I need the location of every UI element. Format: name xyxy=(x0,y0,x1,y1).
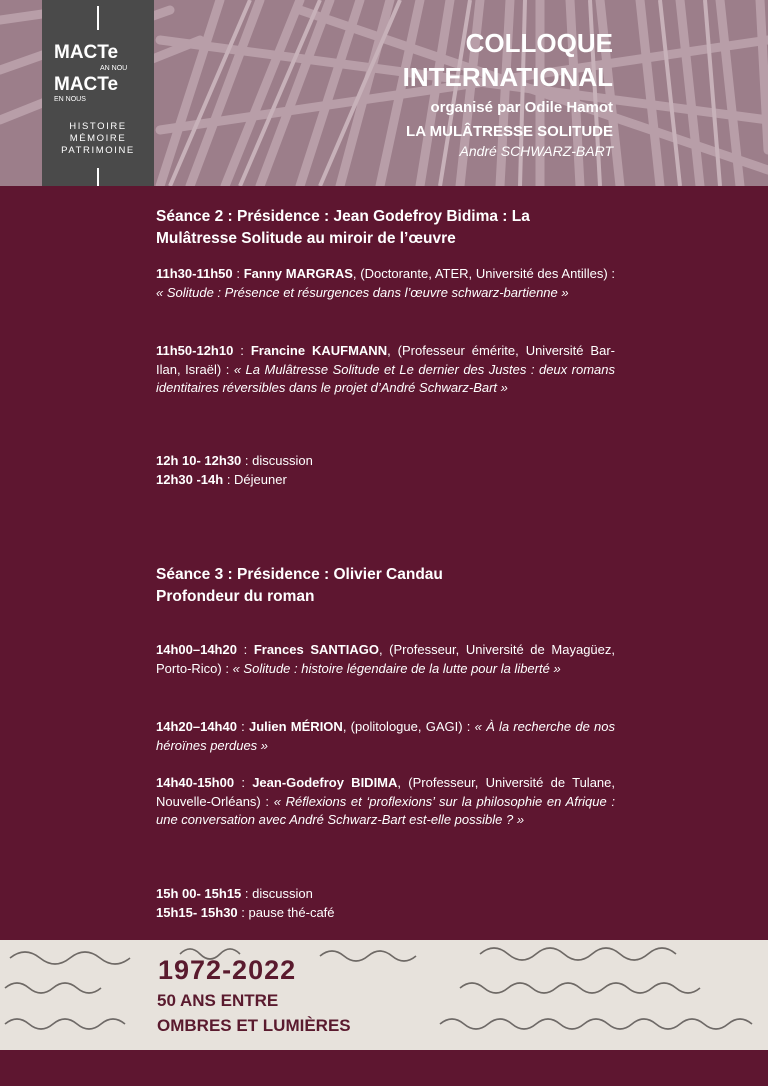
talk-time: 14h20–14h40 xyxy=(156,719,237,734)
logo-line-1: MACTe xyxy=(54,42,119,63)
talk-affiliation: , (Professeur, Université de Mayagüez, Porto-Rico) : xyxy=(156,642,615,676)
talk-title: « Solitude : histoire légendaire de la lutte pour la liberté » xyxy=(232,660,561,676)
break-time: 12h30 -14h xyxy=(156,472,224,487)
talk-merion: 14h20–14h40 : Julien MÉRION, (politologue, GAGI) : « À la recherche de nos héroïnes perdues » xyxy=(156,719,615,753)
break-tea xyxy=(156,904,615,923)
logo-tick-bottom xyxy=(97,168,99,186)
talk-speaker: Julien MÉRION xyxy=(249,719,343,734)
session-2-title: Séance 2 : Présidence : Jean Godefroy Bidima : La Mulâtresse Solitude au miroir de l’œuvre xyxy=(156,208,530,247)
talk-kaufmann: 11h50-12h10 : Francine KAUFMANN, (Professeur émérite, Université Bar-Ilan, Israël) : « La Mulâtresse Solitude et Le dernier des Justes : deux romans identitaires réversibles dans le projet d’André Schwarz-Bart » xyxy=(156,343,615,395)
header-author: André SCHWARZ-BART xyxy=(459,143,613,159)
footer-line-1: 50 ANS ENTRE xyxy=(157,991,279,1010)
talk-time: 11h50-12h10 xyxy=(156,343,234,358)
talk-speaker: Jean-Godefroy BIDIMA xyxy=(252,775,398,790)
talk-title: « À la recherche de nos héroïnes perdues » xyxy=(156,719,615,753)
break-discussion-1 xyxy=(156,452,615,471)
header-title-line-2: INTERNATIONAL xyxy=(402,62,613,92)
talk-affiliation: , (Professeur émérite, Université Bar-Ilan, Israël) : xyxy=(156,343,615,377)
talk-bidima: 14h40-15h00 : Jean-Godefroy BIDIMA, (Professeur, Université de Tulane, Nouvelle-Orléans) : « Réflexions et ‘proflexions’ sur la philosophie en Afrique : une conversation avec André Schwarz-Bart est-elle possible ? » xyxy=(156,775,616,827)
logo-tagline-1: HISTOIRE xyxy=(69,121,127,132)
talk-time: 14h40-15h00 xyxy=(156,775,235,790)
break-label: : discussion xyxy=(241,453,313,468)
logo-line-3: MACTe xyxy=(54,74,119,95)
talk-santiago: 14h00–14h20 : Frances SANTIAGO, (Professeur, Université de Mayagüez, Porto-Rico) : « Solitude : histoire légendaire de la lutte pour la liberté » xyxy=(156,642,615,676)
talk-affiliation: , (Doctorante, ATER, Université des Antilles) : xyxy=(352,266,615,281)
talk-title: « Solitude : Présence et résurgences dans l’œuvre schwarz-bartienne » xyxy=(156,284,569,300)
break-lunch xyxy=(156,471,615,490)
handwriting-texture xyxy=(0,940,768,1050)
talk-title: « Réflexions et ‘proflexions’ sur la philosophie en Afrique : une conversation avec André Schwarz-Bart est-elle possible ? » xyxy=(156,793,615,827)
talk-margras: 11h30-11h50 : Fanny MARGRAS, (Doctorante, ATER, Université des Antilles) : « Solitude : Présence et résurgences dans l’œuvre schwarz-bartienne » xyxy=(156,266,615,300)
logo-tagline-3: PATRIMOINE xyxy=(61,145,135,156)
header-work-title: LA MULÂTRESSE SOLITUDE xyxy=(406,123,613,140)
logo-tick-top xyxy=(97,6,99,30)
talk-affiliation: , (politologue, GAGI) : xyxy=(342,719,475,734)
logo-line-2: AN NOU xyxy=(100,65,128,72)
logo-tagline xyxy=(42,121,154,157)
footer-years: 1972-2022 xyxy=(158,955,297,985)
talk-speaker: Frances SANTIAGO xyxy=(253,642,379,657)
macte-logo xyxy=(42,0,154,186)
footer-handwriting-banner xyxy=(0,940,768,1050)
talk-affiliation: , (Professeur, Université de Tulane, Nouvelle-Orléans) : xyxy=(156,775,616,809)
break-label: : Déjeuner xyxy=(223,472,287,487)
logo-line-4: EN NOUS xyxy=(54,96,86,103)
session-3-title: Séance 3 : Présidence : Olivier Candau xyxy=(156,566,443,583)
talk-speaker: Fanny MARGRAS xyxy=(243,266,353,281)
talk-title: « La Mulâtresse Solitude et Le dernier des Justes : deux romans identitaires réversibles dans le projet d’André Schwarz-Bart » xyxy=(156,361,615,395)
break-time: 15h 00- 15h15 xyxy=(156,886,242,901)
break-discussion-2 xyxy=(156,885,615,904)
break-label: : pause thé-café xyxy=(237,905,335,920)
talk-time: 14h00–14h20 xyxy=(156,642,237,657)
footer-line-2: OMBRES ET LUMIÈRES xyxy=(157,1016,351,1035)
logo-tagline-2: MÉMOIRE xyxy=(69,133,127,144)
break-label: : discussion xyxy=(241,886,313,901)
break-time: 12h 10- 12h30 xyxy=(156,453,242,468)
header-banner xyxy=(0,0,768,186)
talk-time: 11h30-11h50 xyxy=(156,266,233,281)
header-title-line-1: COLLOQUE xyxy=(465,28,613,58)
session-3-subtitle: Profondeur du roman xyxy=(156,588,315,605)
header-organizer: organisé par Odile Hamot xyxy=(430,99,613,116)
talk-speaker: Francine KAUFMANN xyxy=(250,343,388,358)
break-time: 15h15- 15h30 xyxy=(156,905,238,920)
